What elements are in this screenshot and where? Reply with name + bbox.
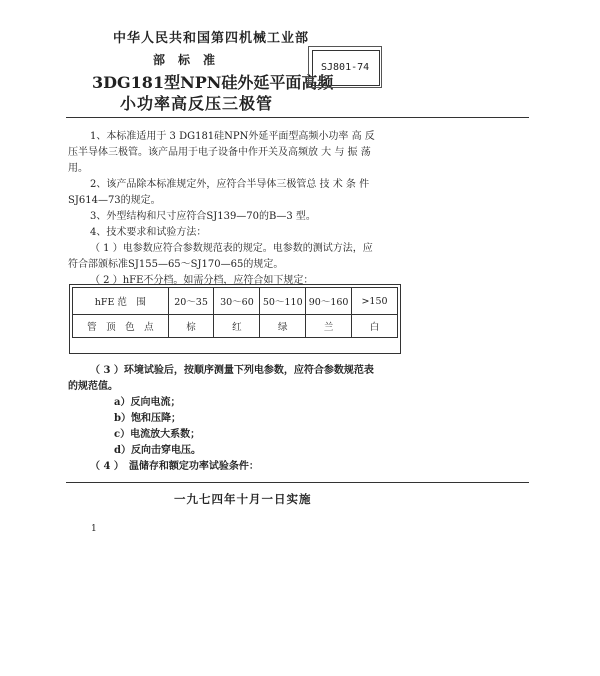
standard-number: SJ801-74 — [321, 62, 370, 73]
table-cell: 兰 — [306, 315, 352, 338]
table-row — [73, 288, 398, 315]
paragraph-3: 3、外型结构和尺寸应符合SJ139—70的B—3 型。 — [90, 211, 316, 222]
ministry-name: 中华人民共和国第四机械工业部 — [113, 31, 310, 46]
list-item-c: c）电流放大系数； — [114, 429, 201, 440]
document-title-line2: 小功率高反压三极管 — [120, 94, 274, 113]
hfe-color-table — [72, 287, 398, 338]
document-title-line1: 3DG181型NPN硅外延平面高频 — [92, 73, 334, 92]
table-cell: 棕 — [168, 315, 214, 338]
implementation-date: 一九七四年十月一日实施 — [174, 492, 312, 506]
standard-number-box — [312, 50, 380, 86]
paragraph-4-3-line-2: 的规范值。 — [68, 381, 118, 392]
table-cell: 20～35 — [168, 288, 214, 315]
paragraph-4-2: （ 2 ）hFE不分档。如需分档，应符合如下规定： — [90, 275, 314, 286]
table-row-label: 管 顶 色 点 — [73, 315, 169, 338]
paragraph-1-line-1: 1、本标准适用于 3 DG181硅NPN外延平面型高频小功率 高 反 — [90, 131, 375, 142]
table-cell: 30～60 — [214, 288, 260, 315]
paragraph-2-line-1: 2、该产品除本标准规定外，应符合半导体三极管总 技 术 条 件 — [90, 179, 370, 190]
list-item-a: a）反向电流； — [114, 397, 181, 408]
paragraph-4-4: （ 4 ） 温储存和额定功率试验条件： — [90, 461, 259, 472]
table-cell: 红 — [214, 315, 260, 338]
paragraph-4-1-line-2: 符合部颁标准SJ155—65～SJ170—65的规定。 — [68, 259, 284, 270]
top-rule — [66, 117, 529, 118]
table-cell: 90～160 — [306, 288, 352, 315]
table-cell: 白 — [352, 315, 398, 338]
paragraph-4: 4、技术要求和试验方法： — [90, 227, 207, 238]
table-row — [73, 315, 398, 338]
list-item-d: d）反向击穿电压。 — [114, 445, 201, 456]
table-cell: >150 — [352, 288, 398, 315]
list-item-b: b）饱和压降； — [114, 413, 181, 424]
paragraph-2-line-2: SJ614—73的规定。 — [68, 195, 161, 206]
table-cell: 绿 — [260, 315, 306, 338]
paragraph-4-3-line-1: （ 3 ）环境试验后，按顺序测量下列电参数，应符合参数规范表 — [90, 365, 374, 376]
table-cell: 50～110 — [260, 288, 306, 315]
bottom-rule — [66, 482, 529, 483]
page-number: 1 — [91, 524, 97, 534]
paragraph-1-line-2: 压半导体三极管。该产品用于电子设备中作开关及高频放 大 与 振 荡 — [68, 147, 371, 158]
table-row-label: hFE 范 围 — [73, 288, 169, 315]
paragraph-1-line-3: 用。 — [68, 163, 88, 174]
paragraph-4-1-line-1: （ 1 ）电参数应符合参数规范表的规定。电参数的测试方法，应 — [90, 243, 373, 254]
standard-type: 部标准 — [153, 53, 229, 67]
